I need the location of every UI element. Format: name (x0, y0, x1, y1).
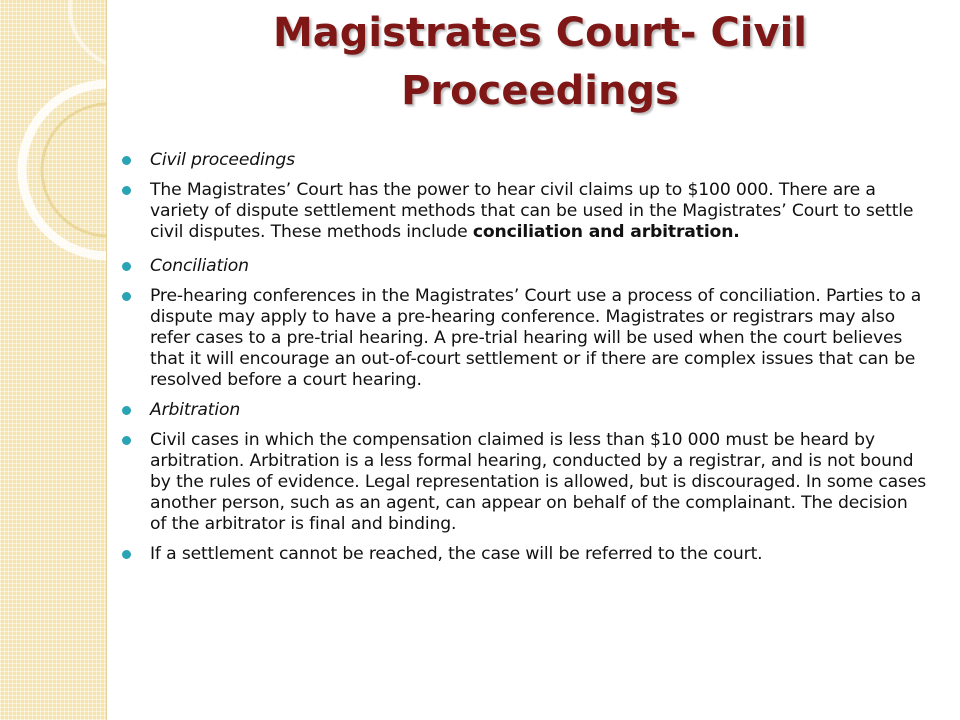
bullet-text: If a settlement cannot be reached, the case will be referred to the court. (150, 544, 763, 564)
bullet-list (120, 150, 928, 574)
slide-title-line-1: Magistrates Court- Civil (272, 10, 808, 56)
bullet-bold-text: conciliation and arbitration. (472, 222, 740, 242)
bullet-icon (122, 156, 131, 165)
bullet-item-conciliation (120, 256, 928, 277)
slide-title-line-2: Proceedings (401, 68, 679, 114)
bullet-item-arbitration (120, 400, 928, 421)
bullet-item-settlement (120, 544, 928, 565)
bullet-heading-text: Conciliation (150, 256, 249, 276)
bullet-text: The Magistrates’ Court has the power to hear civil claims up to $100 000. There are a variety of dispute settlement methods that can be used in the Magistrates’ Court to settle civil disputes. These methods include (150, 180, 914, 242)
bullet-icon (122, 550, 131, 559)
decorative-rings-icon (0, 0, 106, 720)
bullet-text: Civil cases in which the compensation claimed is less than $10 000 must be heard by arbitration. Arbitration is a less formal hearing, conducted by a registrar, and is not bound by the rules of evidence. Legal representation is allowed, but is discouraged. In some cases another person, such as an agent, can appear on behalf of the complainant. The decision of the arbitrator is final and binding. (150, 430, 927, 534)
slide-title (180, 4, 900, 120)
decorative-side-panel (0, 0, 107, 720)
bullet-icon (122, 406, 131, 415)
bullet-item-pre-hearing (120, 286, 928, 391)
bullet-item-civil-proceedings (120, 150, 928, 171)
bullet-icon (122, 292, 131, 301)
bullet-icon (122, 436, 131, 445)
bullet-icon (122, 186, 131, 195)
bullet-heading-text: Arbitration (150, 400, 241, 420)
bullet-item-civil-cases (120, 430, 928, 535)
bullet-item-civil-claims (120, 180, 928, 243)
bullet-icon (122, 262, 131, 271)
bullet-heading-text: Civil proceedings (150, 150, 295, 170)
bullet-text: Pre-hearing conferences in the Magistrates’ Court use a process of conciliation. Parties to a dispute may apply to have a pre-hearing conference. Magistrates or registrars may also refer cases to a pre-trial hearing. A pre-trial hearing will be used when the court believes that it will encourage an out-of-court settlement or if there are complex issues that can be resolved before a court hearing. (150, 286, 922, 390)
